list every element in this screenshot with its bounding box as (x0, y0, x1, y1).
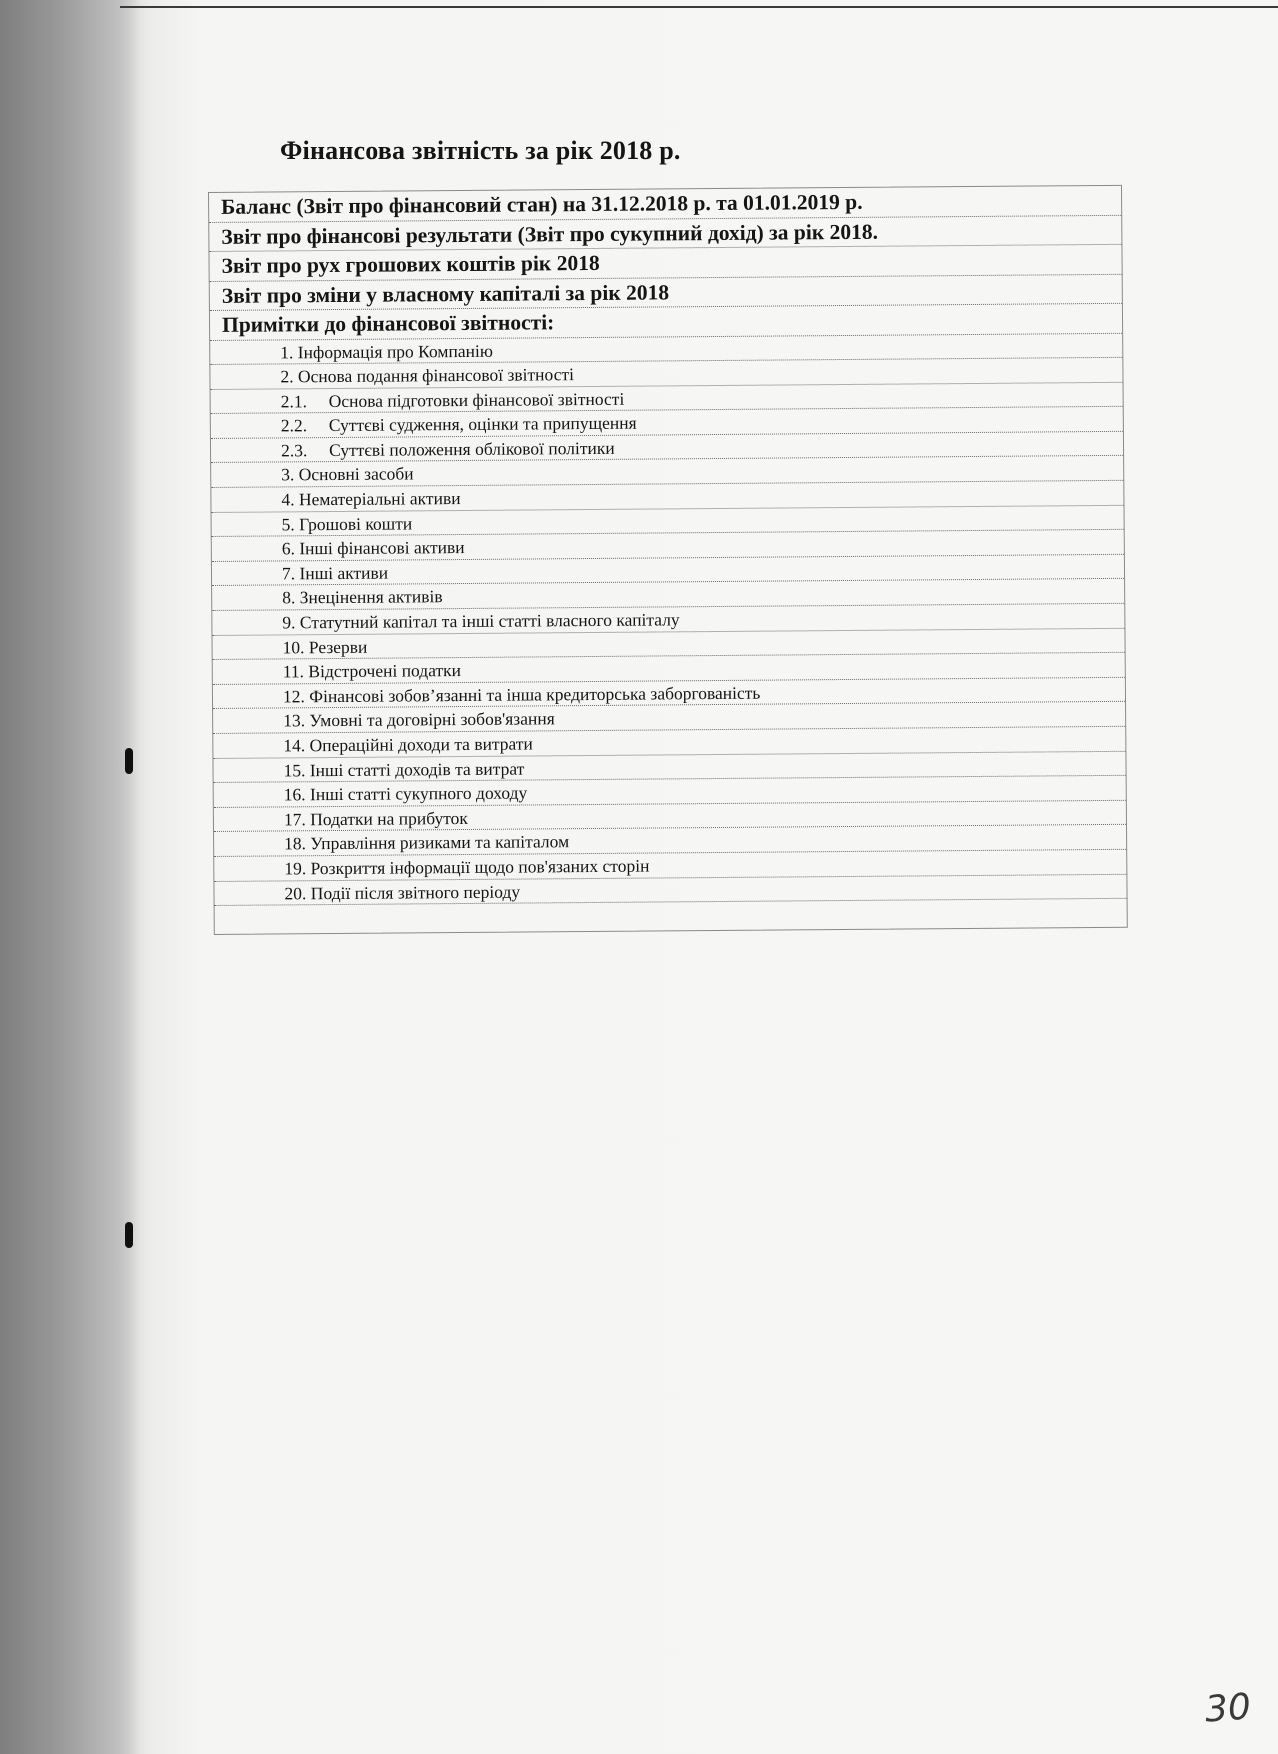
note-text: 17. Податки на прибуток (283, 807, 468, 830)
note-text: 15. Інші статті доходів та витрат (283, 758, 525, 781)
notes-heading: Примітки до фінансової звітності: (210, 304, 1122, 341)
note-text: 5. Грошові кошти (281, 513, 413, 535)
statement-row: Звіт про фінансові результати (Звіт про сукупний дохід) за рік 2018. (209, 215, 1121, 252)
top-rule (120, 6, 1278, 8)
contents-table (208, 185, 1128, 935)
note-text: 18. Управління ризиками та капіталом (284, 831, 570, 854)
note-number: 2.3. (280, 440, 308, 461)
punch-hole-mark (125, 1222, 133, 1248)
note-text: 1. Інформація про Компанію (280, 340, 493, 362)
note-text: 7. Інші активи (281, 562, 389, 584)
note-text: 13. Умовні та договірні зобов'язання (283, 708, 555, 731)
note-text: 11. Відстрочені податки (282, 660, 462, 682)
binding-shadow (0, 0, 140, 1754)
punch-hole-mark (125, 748, 133, 774)
note-text: Суттєві положення облікової політики (328, 437, 615, 460)
note-text: 20. Події після звітного періоду (284, 881, 521, 903)
note-text: 6. Інші фінансові активи (281, 537, 465, 559)
note-text: 19. Розкриття інформації щодо пов'язаних сторін (284, 855, 650, 879)
statement-row: Звіт про рух грошових коштів рік 2018 (209, 245, 1121, 282)
note-text: Основа підготовки фінансової звітності (328, 388, 625, 411)
note-text: Суттєві судження, оцінки та припущення (328, 412, 637, 436)
note-text: 12. Фінансові зобов’язанні та інша кредиторська заборгованість (282, 682, 761, 707)
note-text: 16. Інші статті сукупного доходу (283, 782, 528, 805)
note-number: 2.1. (280, 390, 307, 412)
empty-row (215, 899, 1127, 934)
note-number: 2.2. (280, 415, 308, 436)
note-text: 10. Резерви (282, 636, 368, 658)
note-text: 3. Основні засоби (281, 463, 414, 485)
note-text: 8. Знецінення активів (282, 586, 443, 608)
document-title: Фінансова звітність за рік 2018 р. (280, 136, 681, 165)
statement-row: Баланс (Звіт про фінансовий стан) на 31.12.2018 р. та 01.01.2019 р. (209, 186, 1121, 223)
note-text: 2. Основа подання фінансової звітності (280, 364, 575, 387)
statement-row: Звіт про зміни у власному капіталі за рік 2018 (210, 274, 1122, 311)
note-text: 4. Нематеріальні активи (281, 488, 461, 510)
note-text: 14. Операційні доходи та витрати (283, 733, 533, 756)
handwritten-page-number: 30 (1203, 1686, 1253, 1731)
note-text: 9. Статутний капітал та інші статті власного капіталу (282, 609, 680, 633)
